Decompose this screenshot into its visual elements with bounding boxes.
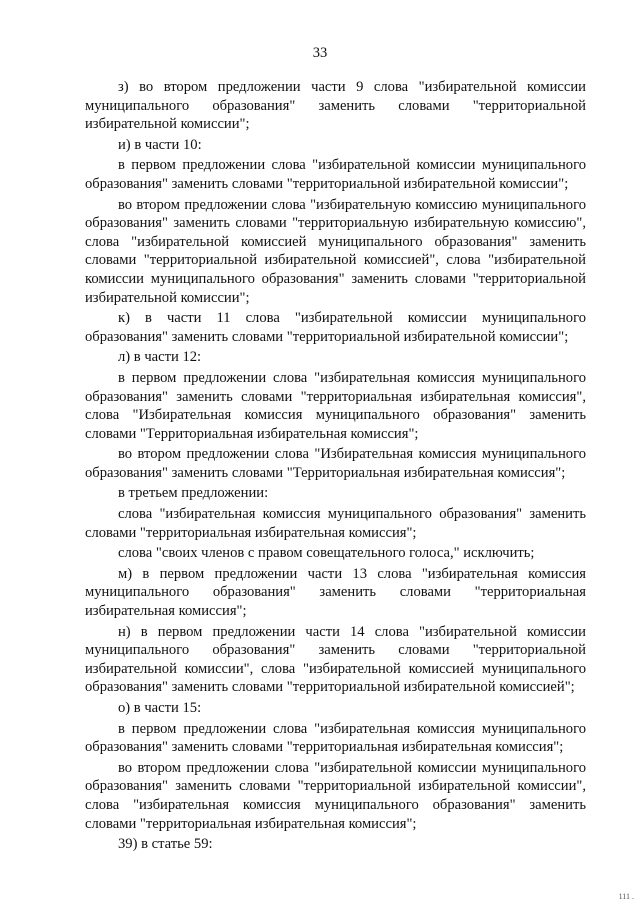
paragraph-n: н) в первом предложении части 14 слова "избирательной комиссии муниципального образования" заменить словами "территориальной избирательной комиссии", слова "избирательной комиссией муниципального образования" заменить словами "территориальной избирательной комиссией"; <box>85 623 586 696</box>
document-body <box>85 78 586 854</box>
paragraph-l-third-words: слова "избирательная комиссия муниципального образования" заменить словами "территориальная избирательная комиссия"; <box>85 506 586 541</box>
paragraph-39: 39) в статье 59: <box>118 836 213 853</box>
paragraph-l-third-sentence: в третьем предложении: <box>118 485 269 502</box>
paragraph-i-second-sentence: во втором предложении слова "избирательную комиссию муниципального образования" заменить словами "территориальную избирательную комиссию", слова "избирательной комиссией муниципального образования" заменить словами "территориальной избирательной комиссией", слова "избирательной комиссии муниципального образования" заменить словами "территориальной избирательной комиссии"; <box>85 196 586 306</box>
paragraph-i-first-sentence: в первом предложении слова "избирательной комиссии муниципального образования" заменить словами "территориальной избирательной комиссии"; <box>85 157 586 192</box>
paragraph-o-first-sentence: в первом предложении слова "избирательная комиссия муниципального образования" заменить словами "территориальная избирательная комиссия"; <box>85 720 586 756</box>
paragraph-l: л) в части 12: <box>118 349 202 366</box>
paragraph-m: м) в первом предложении части 13 слова "избирательная комиссия муниципального образования" заменить словами "территориальная избирательная комиссия"; <box>85 565 586 620</box>
page-number: 33 <box>312 45 328 61</box>
paragraph-z: з) во втором предложении части 9 слова "избирательной комиссии муниципального образования" заменить словами "территориальной избирательной комиссии"; <box>85 79 586 133</box>
scan-corner-mark: 111 . <box>618 892 634 901</box>
paragraph-l-first-sentence: в первом предложении слова "избирательная комиссия муниципального образования" заменить словами "территориальная избирательная комиссия", слова "Избирательная комиссия муниципального образования" заменить словами "Территориальная избирательная комиссия"; <box>85 369 586 442</box>
paragraph-o: о) в части 15: <box>118 700 202 716</box>
paragraph-l-third-exclude: слова "своих членов с правом совещательного голоса," исключить; <box>118 545 535 562</box>
paragraph-l-second-sentence: во втором предложении слова "Избирательная комиссия муниципального образования" заменить словами "Территориальная избирательная комиссия"; <box>85 446 586 481</box>
paragraph-k: к) в части 11 слова "избирательной комиссии муниципального образования" заменить словами "территориальной избирательной комиссии"; <box>85 310 586 345</box>
paragraph-i: и) в части 10: <box>118 136 202 153</box>
paragraph-o-second-sentence: во втором предложении слова "избирательной комиссии муниципального образования" заменить словами "территориальной избирательной комиссии", слова "избирательная комиссия муниципального образования" заменить словами "территориальная избирательная комиссия"; <box>85 759 586 832</box>
